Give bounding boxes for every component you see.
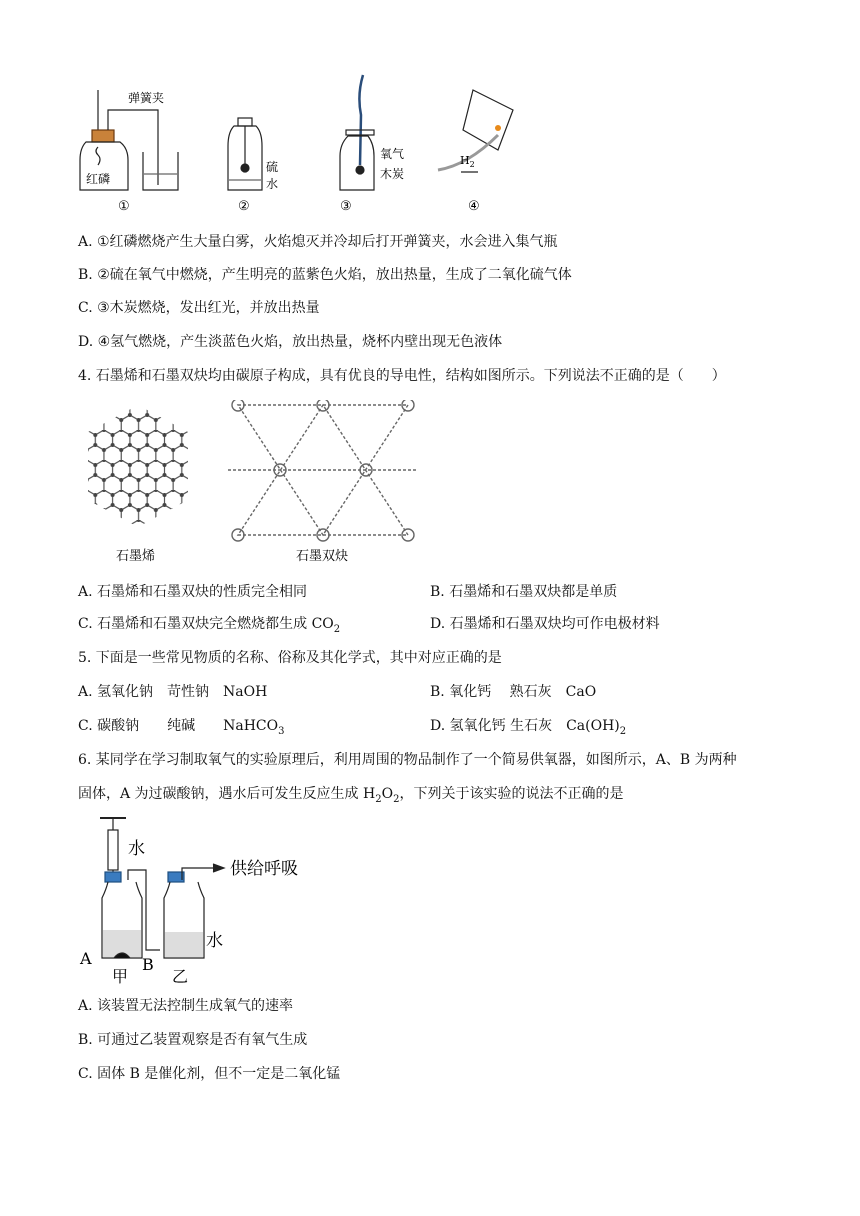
q4-option-d: D. 石墨烯和石墨双炔均可作电极材料 [430, 616, 660, 632]
q4-option-a: A. 石墨烯和石墨双炔的性质完全相同 [78, 584, 308, 600]
q6-stem-line2: 固体，A 为过碳酸钠，遇水后可发生反应生成 $H_2O_2$，下列关于该实验的说法不正确的是 [78, 786, 624, 805]
q3-option-a: A. ①红磷燃烧产生大量白雾，火焰熄灭并冷却后打开弹簧夹，水会进入集气瓶 [78, 234, 558, 250]
red-phosphorus-label: 红磷 [86, 172, 111, 186]
q6-option-c: C. 固体 B 是催化剂，但不一定是二氧化锰 [78, 1066, 341, 1082]
water-label-2: 水 [266, 177, 279, 191]
q6-oxygen-supplier-figure [78, 810, 338, 985]
apparatus-2 [228, 118, 262, 190]
graphene-label: 石墨烯 [116, 549, 156, 564]
q3-option-c: C. ③木炭燃烧，发出红光，并放出热量 [78, 300, 320, 316]
bottle-yi-label: 乙 [172, 967, 189, 985]
q6-option-b: B. 可通过乙装置观察是否有氧气生成 [78, 1032, 308, 1048]
q4-structure-figure [78, 400, 438, 565]
q4-option-c: C. 石墨烯和石墨双炔完全燃烧都生成 $CO_2$ [78, 616, 341, 635]
q3-apparatus-figure [78, 70, 518, 220]
q6-stem-line1: 6. 某同学在学习制取氧气的实验原理后，利用周围的物品制作了一个简易供氧器，如图所示，A、B 为两种 [78, 752, 737, 768]
spring-clip-label: 弹簧夹 [128, 91, 165, 105]
q5-option-d: D. 氢氧化钙 生石灰 $Ca(OH)_2$ [430, 718, 627, 737]
water-label-bottle: 水 [206, 931, 223, 951]
fig-number-2: ② [238, 199, 250, 214]
graphdiyne-structure [228, 400, 418, 541]
q5-stem: 5. 下面是一些常见物质的名称、俗称及其化学式，其中对应正确的是 [78, 650, 502, 666]
graphene-structure [78, 400, 208, 535]
supply-breathing-label: 供给呼吸 [230, 859, 298, 879]
q5-option-b: B. 氧化钙 熟石灰 CaO [430, 684, 597, 700]
apparatus-4 [438, 90, 513, 172]
charcoal-label: 木炭 [380, 167, 405, 181]
q5-option-c: C. 碳酸钠 纯碱 NaHCO$_3$ [78, 718, 285, 737]
q4-stem: 4. 石墨烯和石墨双炔均由碳原子构成，具有优良的导电性，结构如图所示。下列说法不正确的是（ ） [78, 368, 726, 384]
apparatus-3 [340, 75, 374, 190]
fig-number-3: ③ [340, 199, 352, 214]
solid-b-label: B [142, 955, 154, 974]
water-label-syringe: 水 [128, 839, 145, 859]
q3-option-b: B. ②硫在氧气中燃烧，产生明亮的蓝紫色火焰，放出热量，生成了二氧化硫气体 [78, 267, 572, 283]
q4-option-b: B. 石墨烯和石墨双炔都是单质 [430, 584, 618, 600]
q5-option-a: A. 氢氧化钠 苛性钠 NaOH [78, 684, 268, 700]
fig-number-4: ④ [468, 199, 480, 214]
solid-a-label: A [80, 949, 92, 968]
q6-option-a: A. 该装置无法控制生成氧气的速率 [78, 998, 294, 1014]
sulfur-label: 硫 [266, 160, 279, 174]
fig-number-1: ① [118, 199, 130, 214]
bottle-jia-label: 甲 [112, 967, 129, 985]
q3-option-d: D. ④氢气燃烧，产生淡蓝色火焰，放出热量，烧杯内壁出现无色液体 [78, 334, 503, 350]
h2-label: $H_2$ [460, 154, 475, 169]
graphdiyne-label: 石墨双炔 [296, 549, 349, 564]
oxygen-label: 氧气 [380, 147, 405, 161]
